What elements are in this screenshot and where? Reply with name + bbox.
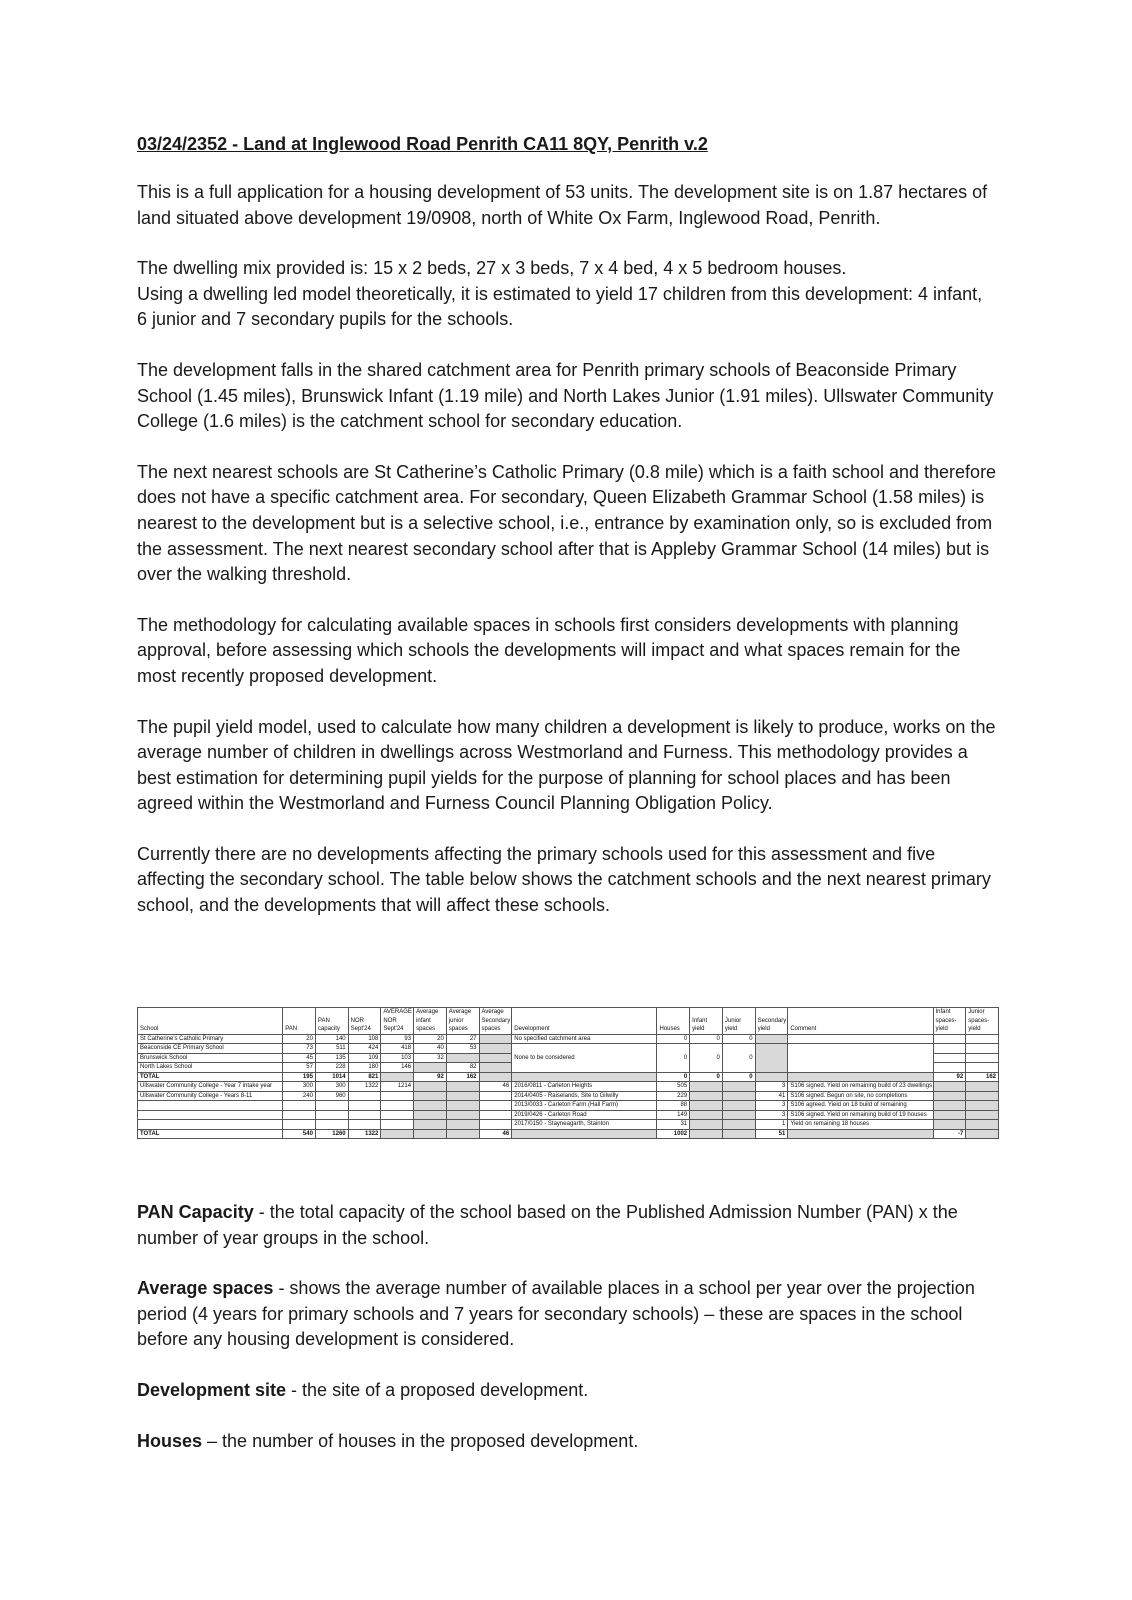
paragraph-yield-model: The pupil yield model, used to calculate how many children a development is likely to produce, works on the average number of children in dwellings across Westmorland and Furness. This methodology provides a best estimation for determining pupil yields for the purpose of planning for school places and has been agreed within the Westmorland and Furness Council Planning Obligation Policy. (137, 716, 996, 814)
paragraph-current: Currently there are no developments affecting the primary schools used for this assessment and five affecting the secondary school. The table below shows the catchment schools and the next nearest primary school, and the developments that will affect these schools. (137, 843, 991, 916)
paragraph-intro: This is a full application for a housing development of 53 units. The development site is on 1.87 hectares of land situated above development 19/0908, north of White Ox Farm, Inglewood Road, Penrith. (137, 182, 988, 228)
table-total-row: TOTAL 540 1260 1322 46 1002 51 -7 (138, 1129, 999, 1139)
definition-average-spaces: Average spaces - shows the average number of available places in a school per year over the projection period (4 years for primary schools and 7 years for secondary schools) – these are spaces in the school before any housing development is considered. (137, 1278, 975, 1350)
table-row: 2013/0033 - Carleton Farm (Hall Farm) 88 3 S106 agreed. Yield on 18 build of remaining (138, 1101, 999, 1111)
document-body (137, 132, 997, 944)
schools-table (137, 1007, 999, 1139)
definition-pan-capacity: PAN Capacity - the total capacity of the school based on the Published Admission Number (PAN) x the number of year groups in the school. (137, 1202, 958, 1248)
table-row: Beaconside CE Primary School 73 511 424 418 40 53 None to be considered 0 0 0 (138, 1044, 999, 1054)
col-header: NOR Sept'24 (348, 1008, 381, 1035)
table-row: North Lakes School 57 228 180 146 82 (138, 1063, 999, 1073)
col-header: Junior spaces-yield (966, 1008, 999, 1035)
table-header-row (138, 1008, 999, 1035)
col-header: School (138, 1008, 283, 1035)
paragraph-dwelling-mix: The dwelling mix provided is: 15 x 2 beds, 27 x 3 beds, 7 x 4 bed, 4 x 5 bedroom houses. Using a dwelling led model theoretically, it is estimated to yield 17 children from this development: 4 infant, 6 junior and 7 secondary pupils for the schools. (137, 258, 983, 330)
definition-houses: Houses – the number of houses in the proposed development. (137, 1430, 639, 1451)
paragraph-catchment: The development falls in the shared catchment area for Penrith primary schools of Beaconside Primary School (1.45 miles), Brunswick Infant (1.19 mile) and North Lakes Junior (1.91 miles). Ullswater Community College (1.6 miles) is the catchment school for secondary education. (137, 359, 994, 432)
col-header: PAN (283, 1008, 316, 1035)
table-row: Ullswater Community College - Year 7 intake year 300 300 1322 1214 46 2016/0811 - Carleton Heights 505 3 S106 signed. Yield on remaining build of 23 dwellings (138, 1082, 999, 1092)
schools-table-wrapper (137, 1007, 999, 1139)
col-header: Average infant spaces (414, 1008, 447, 1035)
col-header: Average junior spaces (446, 1008, 479, 1035)
paragraph-next-nearest: The next nearest schools are St Catherine’s Catholic Primary (0.8 mile) which is a faith school and therefore does not have a specific catchment area. For secondary, Queen Elizabeth Grammar School (1.58 miles) is nearest to the development but is a selective school, i.e., entrance by examination only, so is excluded from the assessment. The next nearest secondary school after that is Appleby Grammar School (14 miles) but is over the walking threshold. (137, 461, 997, 585)
table-row: 2019/0426 - Carleton Road 149 3 S106 signed. Yield on remaining build of 19 houses (138, 1110, 999, 1120)
col-header: Houses (657, 1008, 690, 1035)
table-total-row: TOTAL 195 1014 821 92 162 0 0 0 92 162 (138, 1072, 999, 1082)
table-row: Ullswater Community College - Years 8-11 240 960 2014/0405 - Raiselands, Site to Gilwilly 229 41 S106 signed. Begun on site, no completions (138, 1091, 999, 1101)
col-header: PAN capacity (315, 1008, 348, 1035)
paragraph-methodology: The methodology for calculating available spaces in schools first considers developments with planning approval, before assessing which schools the developments will impact and what spaces remain for the most recently proposed development. (137, 614, 961, 686)
col-header: Infant spaces-yield (933, 1008, 966, 1035)
table-row: 2017/0150 - Stayneagarth, Stainton 31 1 Yield on remaining 18 houses (138, 1120, 999, 1130)
col-header: Infant yield (690, 1008, 723, 1035)
page-title: 03/24/2352 - Land at Inglewood Road Penrith CA11 8QY, Penrith v.2 (137, 134, 708, 154)
col-header: Junior yield (722, 1008, 755, 1035)
col-header: AVERAGE NOR Sept'24 (381, 1008, 414, 1035)
definition-development-site: Development site - the site of a proposed development. (137, 1379, 589, 1400)
col-header: Development (512, 1008, 657, 1035)
definitions (137, 1200, 997, 1479)
col-header: Average Secondary spaces (479, 1008, 512, 1035)
col-header: Comment (788, 1008, 933, 1035)
col-header: Secondary yield (755, 1008, 788, 1035)
table-row: St Catherine's Catholic Primary 20 140 108 93 20 27 No specified catchment area 0 0 0 (138, 1034, 999, 1044)
table-row: Brunswick School 45 135 109 103 32 (138, 1053, 999, 1063)
